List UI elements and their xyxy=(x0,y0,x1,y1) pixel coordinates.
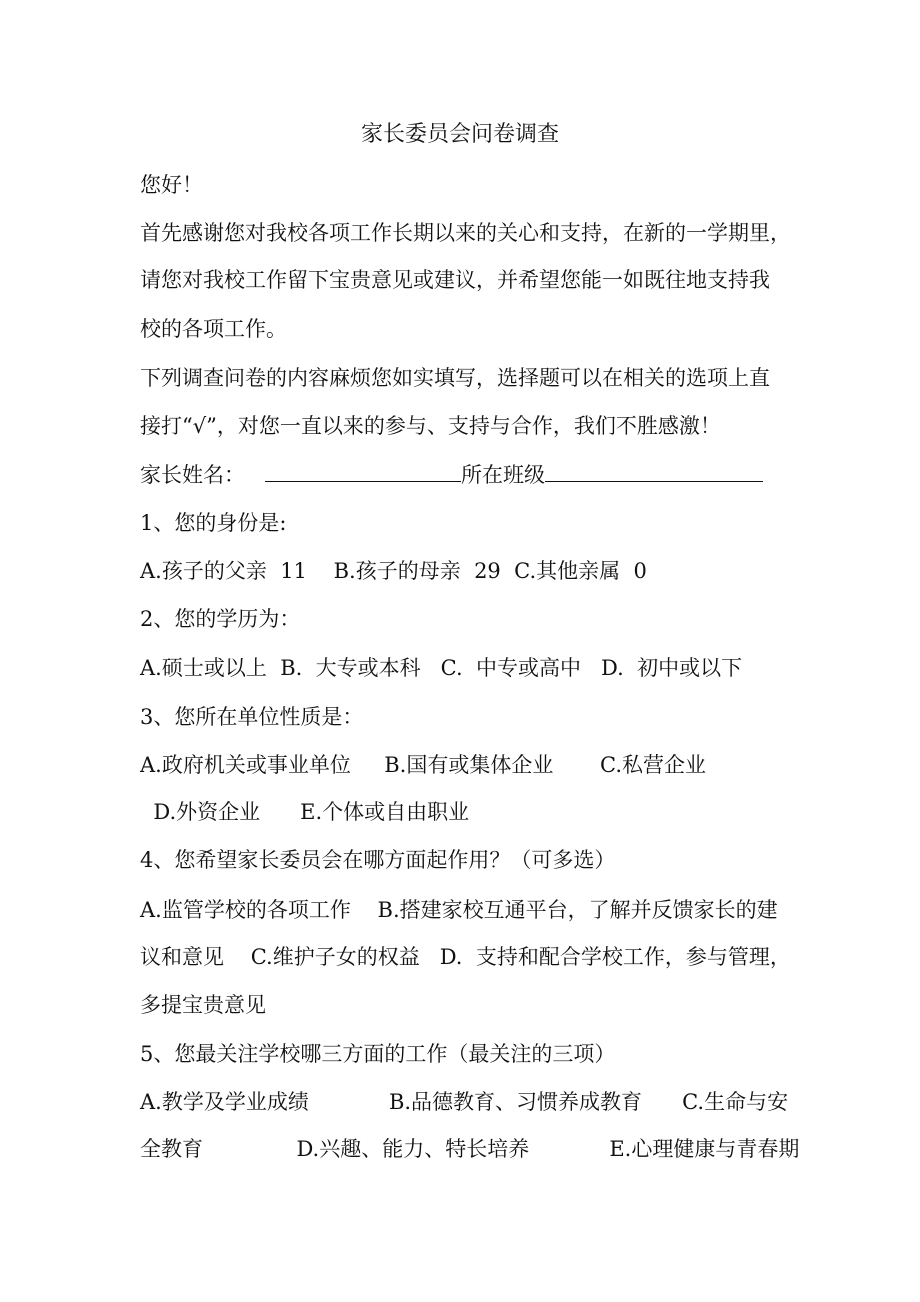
form-row xyxy=(140,461,763,489)
intro-line: 请您对我校工作留下宝贵意见或建议，并希望您能一如既往地支持我 xyxy=(140,268,770,292)
question-4: 4、您希望家长委员会在哪方面起作用？（可多选） xyxy=(140,848,616,872)
question-5-options[interactable]: A.教学及学业成绩 B.品德教育、习惯养成教育 C.生命与安 xyxy=(140,1090,789,1114)
intro-line: 校的各项工作。 xyxy=(140,317,287,341)
question-1: 1、您的身份是: xyxy=(140,511,287,535)
question-3-options[interactable]: D.外资企业 E.个体或自由职业 xyxy=(140,800,470,824)
question-5: 5、您最关注学校哪三方面的工作（最关注的三项） xyxy=(140,1042,616,1066)
question-3-options[interactable]: A.政府机关或事业单位 B.国有或集体企业 C.私营企业 xyxy=(140,753,707,777)
question-5-options[interactable]: 全教育 D.兴趣、能力、特长培养 E.心理健康与青春期 xyxy=(140,1137,800,1161)
question-4-options[interactable]: 多提宝贵意见 xyxy=(140,993,266,1017)
class-field[interactable] xyxy=(545,461,763,482)
parent-name-field[interactable] xyxy=(265,461,461,482)
question-4-options[interactable]: A.监管学校的各项工作 B.搭建家校互通平台，了解并反馈家长的建 xyxy=(140,898,778,922)
question-1-options[interactable]: A.孩子的父亲 11 B.孩子的母亲 29 C.其他亲属 0 xyxy=(140,559,647,583)
greeting: 您好！ xyxy=(140,173,203,197)
question-2: 2、您的学历为： xyxy=(140,607,301,631)
question-4-options[interactable]: 议和意见 C.维护子女的权益 D. 支持和配合学校工作，参与管理， xyxy=(140,945,791,969)
intro-line: 首先感谢您对我校各项工作长期以来的关心和支持，在新的一学期里， xyxy=(140,221,791,245)
class-label: 所在班级 xyxy=(461,463,545,487)
parent-name-label: 家长姓名： xyxy=(140,463,245,487)
question-2-options[interactable]: A.硕士或以上 B. 大专或本科 C. 中专或高中 D. 初中或以下 xyxy=(140,656,743,680)
document-title: 家长委员会问卷调查 xyxy=(360,122,559,147)
instruction-line: 下列调查问卷的内容麻烦您如实填写，选择题可以在相关的选项上直 xyxy=(140,366,770,390)
question-3: 3、您所在单位性质是： xyxy=(140,705,364,729)
instruction-line: 接打“√”，对您一直以来的参与、支持与合作，我们不胜感激！ xyxy=(140,414,721,438)
